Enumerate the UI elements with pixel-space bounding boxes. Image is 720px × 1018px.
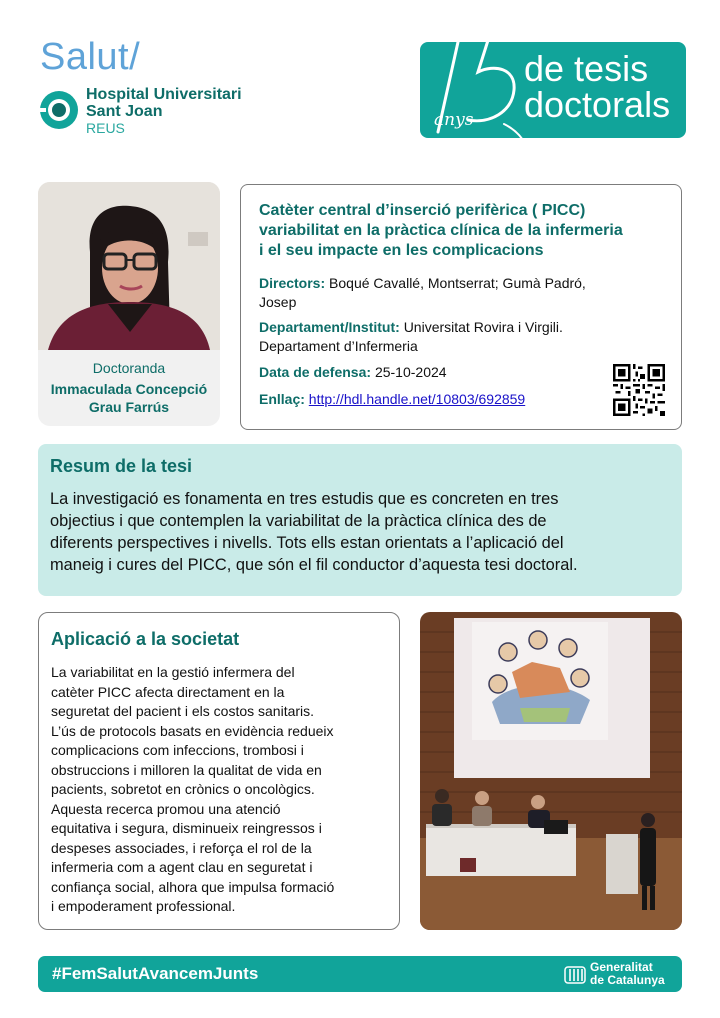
footer-bar (38, 956, 682, 992)
footer-hashtag: #FemSalutAvancemJunts (52, 964, 259, 983)
link-label: Enllaç: (259, 391, 305, 407)
application-line: obstruccions i milloren la qualitat de vida en (51, 761, 322, 778)
application-line: Aquesta recerca promou una atenció (51, 800, 281, 817)
thesis-defense-photo (420, 612, 682, 930)
link-row (259, 390, 525, 409)
summary-line: La investigació es fonamenta en tres estudis que es concreten en tres (50, 490, 559, 508)
candidate-name-line1: Immaculada Concepció (50, 381, 208, 397)
application-line: infermeria com a agent clau en seguretat i (51, 859, 313, 875)
qr-code-icon[interactable] (613, 364, 665, 416)
department-label: Departament/Institut: (259, 319, 400, 335)
thesis-info-box (240, 184, 682, 430)
directors-label: Directors: (259, 275, 326, 291)
thesis-title (259, 201, 669, 261)
candidate-role: Doctoranda (92, 360, 166, 376)
application-line: despeses associades, i reforça el rol de la (51, 839, 312, 856)
hospital-logo (38, 86, 242, 137)
summary-text (50, 488, 662, 576)
application-text (51, 663, 391, 917)
summary-section (38, 444, 682, 596)
generalitat-logo-icon (564, 963, 586, 985)
candidate-card (38, 182, 220, 426)
directors-value-line1: Boqué Cavallé, Montserrat; Gumà Padró, (329, 275, 586, 291)
application-line: catèter PICC afecta directament en la (51, 683, 285, 700)
summary-line: maneig i cures del PICC, que són el fil conductor d’aquesta tesi doctoral. (50, 556, 578, 574)
application-line: pacients, sobretot en crònics o oncològics. (51, 781, 315, 797)
summary-line: objectius i que contemplen la variabilitat de la pràctica clínica des de (50, 512, 547, 530)
application-line: seguretat del pacient i els costos sanitaris. (51, 703, 315, 719)
hospital-emblem-icon (38, 89, 80, 131)
application-line: complicacions com infeccions, trombosi i (51, 742, 304, 758)
directors-value-line2: Josep (259, 294, 297, 310)
hospital-city: REUS (86, 120, 125, 136)
application-line: confiança social, alhora que impulsa formació (51, 878, 335, 895)
badge-title-line1: de tesis (524, 48, 649, 89)
thesis-title-line3: i el seu impacte en les complicacions (259, 242, 544, 259)
salut-logo-text: Salut/ (40, 36, 141, 78)
application-line: La variabilitat en la gestió infermera del (51, 664, 295, 680)
defense-date: 25-10-2024 (374, 364, 447, 380)
candidate-photo (38, 182, 220, 350)
hospital-name-line2: Sant Joan (86, 103, 163, 120)
thesis-title-line2: variabilitat en la pràctica clínica de la infermeria (259, 222, 623, 239)
directors-row (259, 274, 586, 293)
department-value-line1: Universitat Rovira i Virgili. (403, 319, 563, 335)
defense-row (259, 363, 447, 382)
hospital-name-line1: Hospital Universitari (86, 86, 242, 103)
generalitat-text-line1: Generalitat (590, 960, 653, 974)
defense-label: Data de defensa: (259, 364, 372, 380)
application-section (38, 612, 400, 930)
generalitat-text-line2: de Catalunya (590, 973, 665, 987)
badge-anys-text: anys (434, 110, 474, 130)
thesis-title-line1: Catèter central d’inserció perifèrica ( PICC) (259, 202, 586, 219)
department-value-line2: Departament d’Infermeria (259, 338, 418, 354)
application-line: L’ús de protocols basats en evidència redueix (51, 722, 334, 739)
summary-title: Resum de la tesi (50, 456, 193, 476)
thesis-link[interactable]: http://hdl.handle.net/10803/692859 (308, 391, 526, 407)
application-line: i empoderament professional. (51, 898, 236, 914)
candidate-name-line2: Grau Farrús (88, 399, 170, 415)
application-line: equitativa i segura, disminueix reingressos i (51, 820, 322, 836)
badge-title-line2: doctorals (524, 84, 671, 125)
department-row (259, 318, 563, 337)
summary-line: diferents perspectives i nivells. Tots ells estan orientats a l’aplicació del (50, 534, 564, 552)
application-title: Aplicació a la societat (51, 629, 240, 649)
